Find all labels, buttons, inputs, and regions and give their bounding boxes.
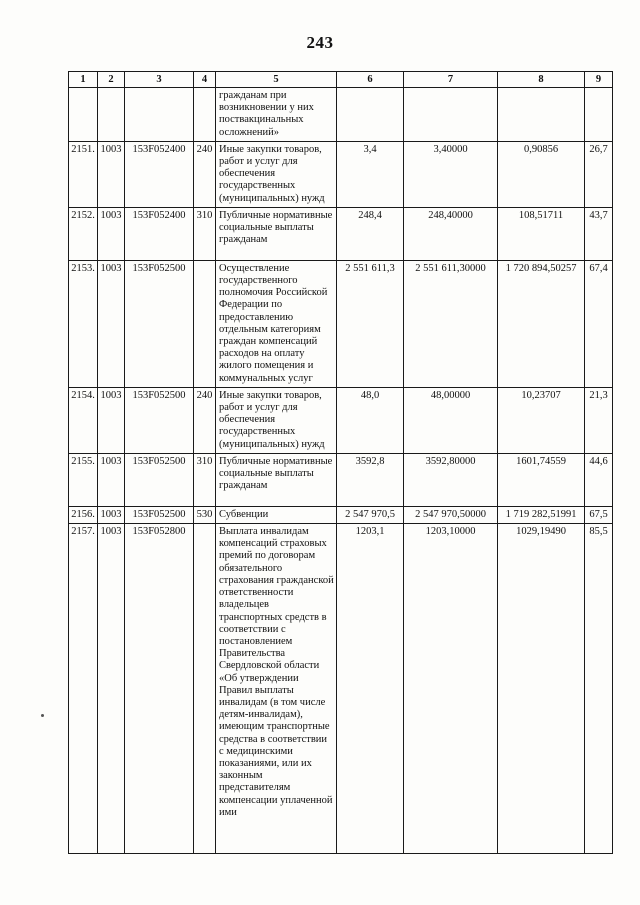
planned-amount: 48,0 [337,387,404,453]
table-row [69,453,613,506]
executed-amount: 0,90856 [498,141,585,207]
approved-amount: 2 551 611,30000 [404,260,498,387]
executed-amount [498,88,585,142]
planned-amount: 3592,8 [337,453,404,506]
column-header: 8 [498,72,585,88]
execution-percent: 26,7 [585,141,613,207]
table-row [69,506,613,523]
planned-amount: 2 547 970,5 [337,506,404,523]
expense-kind-code: 530 [194,506,216,523]
target-article-code: 153F052400 [125,141,194,207]
row-number: 2157. [69,524,98,854]
section-code: 1003 [98,387,125,453]
row-number: 2153. [69,260,98,387]
row-number: 2155. [69,453,98,506]
column-header: 7 [404,72,498,88]
approved-amount: 3,40000 [404,141,498,207]
header-row [69,72,613,88]
executed-amount: 1601,74559 [498,453,585,506]
expense-kind-code [194,260,216,387]
executed-amount: 108,51711 [498,207,585,260]
approved-amount: 1203,10000 [404,524,498,854]
table-row [69,260,613,387]
budget-table [68,71,613,854]
page-number: 243 [306,33,334,52]
approved-amount [404,88,498,142]
execution-percent [585,88,613,142]
approved-amount: 2 547 970,50000 [404,506,498,523]
executed-amount: 1 719 282,51991 [498,506,585,523]
column-header: 5 [216,72,337,88]
section-code: 1003 [98,207,125,260]
target-article-code: 153F052400 [125,207,194,260]
expense-name: Осуществление государственного полномочия Российской Федерации по предоставлению отдельным категориям граждан компенсаций расходов на оплату жилого помещения и коммунальных услуг [216,260,337,387]
planned-amount: 3,4 [337,141,404,207]
target-article-code: 153F052800 [125,524,194,854]
expense-name: гражданам при возникновении у них поствакцинальных осложнений» [216,88,337,142]
expense-kind-code: 240 [194,141,216,207]
expense-name: Публичные нормативные социальные выплаты гражданам [216,207,337,260]
expense-kind-code: 310 [194,207,216,260]
table-row [69,207,613,260]
column-header: 6 [337,72,404,88]
column-header: 4 [194,72,216,88]
section-code: 1003 [98,524,125,854]
execution-percent: 44,6 [585,453,613,506]
table-row [69,141,613,207]
execution-percent: 43,7 [585,207,613,260]
column-header: 1 [69,72,98,88]
execution-percent: 67,5 [585,506,613,523]
row-number: 2154. [69,387,98,453]
expense-name: Иные закупки товаров, работ и услуг для обеспечения государственных (муниципальных) нужд [216,387,337,453]
expense-name: Публичные нормативные социальные выплаты гражданам [216,453,337,506]
planned-amount [337,88,404,142]
expense-kind-code: 240 [194,387,216,453]
executed-amount: 10,23707 [498,387,585,453]
table-row [69,88,613,142]
scan-dust-mark [41,714,44,717]
expense-kind-code [194,524,216,854]
section-code: 1003 [98,453,125,506]
execution-percent: 21,3 [585,387,613,453]
planned-amount: 2 551 611,3 [337,260,404,387]
planned-amount: 248,4 [337,207,404,260]
expense-kind-code [194,88,216,142]
target-article-code: 153F052500 [125,506,194,523]
target-article-code: 153F052500 [125,387,194,453]
expense-kind-code: 310 [194,453,216,506]
column-header: 3 [125,72,194,88]
approved-amount: 48,00000 [404,387,498,453]
execution-percent: 85,5 [585,524,613,854]
section-code: 1003 [98,506,125,523]
row-number [69,88,98,142]
section-code [98,88,125,142]
expense-name: Иные закупки товаров, работ и услуг для обеспечения государственных (муниципальных) нужд [216,141,337,207]
table-row [69,387,613,453]
table-row [69,524,613,854]
column-header: 9 [585,72,613,88]
planned-amount: 1203,1 [337,524,404,854]
approved-amount: 248,40000 [404,207,498,260]
row-number: 2152. [69,207,98,260]
execution-percent: 67,4 [585,260,613,387]
row-number: 2156. [69,506,98,523]
target-article-code [125,88,194,142]
section-code: 1003 [98,260,125,387]
expense-name: Субвенции [216,506,337,523]
target-article-code: 153F052500 [125,453,194,506]
row-number: 2151. [69,141,98,207]
column-header: 2 [98,72,125,88]
expense-name: Выплата инвалидам компенсаций страховых премий по договорам обязательного страхования гражданской ответственности владельцев транспортных средств в соответствии с постановлением Правительства Свердловской области «Об утверждении Правил выплаты инвалидам (в том числе детям-инвалидам), имеющим транспортные средства в соответствии с медицинскими показаниями, или их законным представителям компенсации уплаченной ими [216,524,337,854]
executed-amount: 1 720 894,50257 [498,260,585,387]
section-code: 1003 [98,141,125,207]
target-article-code: 153F052500 [125,260,194,387]
approved-amount: 3592,80000 [404,453,498,506]
executed-amount: 1029,19490 [498,524,585,854]
